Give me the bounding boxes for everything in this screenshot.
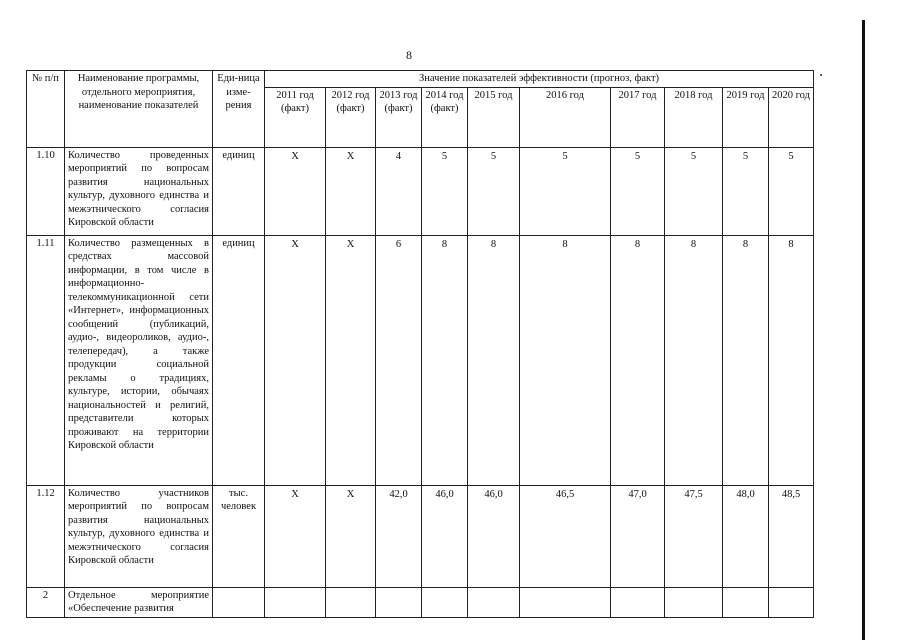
- header-year: 2020 год: [769, 87, 814, 147]
- row-value: 8: [723, 235, 769, 485]
- row-value: 5: [422, 147, 468, 235]
- table-row: [27, 147, 814, 235]
- header-year: 2011 год (факт): [265, 87, 326, 147]
- row-value: Х: [265, 235, 326, 485]
- page-number: 8: [406, 48, 412, 62]
- header-year: 2016 год: [520, 87, 611, 147]
- row-value: 48,5: [769, 485, 814, 587]
- scan-edge-line: [862, 20, 865, 640]
- row-name: Количество участников мероприятий по вопросам развития национальных культур, духовного единства и межэтнического согласия Кировской области: [65, 485, 213, 587]
- row-value: 8: [468, 235, 520, 485]
- row-name: Количество размещенных в средствах массовой информации, в том числе в информационно-телекоммуникационной сети «Интернет», информационных сообщений (публикаций, аудио-, видеороликов, аудио-, телепередач), а также продукции социальной рекламы о традициях, культуре, истории, обычаях национальностей и религий, представители которых проживают на территории Кировской области: [65, 235, 213, 485]
- row-value: 42,0: [376, 485, 422, 587]
- header-year: 2018 год: [665, 87, 723, 147]
- row-unit: тыс. человек: [213, 485, 265, 587]
- row-value: Х: [326, 235, 376, 485]
- table-row: [27, 485, 814, 587]
- row-value: 6: [376, 235, 422, 485]
- row-value: [326, 587, 376, 617]
- header-group: Значение показателей эффективности (прогноз, факт): [265, 71, 814, 88]
- header-year: 2015 год: [468, 87, 520, 147]
- header-year: 2014 год (факт): [422, 87, 468, 147]
- row-value: 8: [665, 235, 723, 485]
- row-unit: единиц: [213, 147, 265, 235]
- row-num: 1.10: [27, 147, 65, 235]
- row-value: [769, 587, 814, 617]
- row-value: 5: [769, 147, 814, 235]
- row-value: [611, 587, 665, 617]
- row-value: 4: [376, 147, 422, 235]
- table-row: [27, 587, 814, 617]
- row-value: 5: [723, 147, 769, 235]
- row-name: Количество проведенных мероприятий по вопросам развития национальных культур, духовного единства и межэтнического согласия Кировской области: [65, 147, 213, 235]
- indicator-table: [26, 70, 814, 618]
- row-value: [376, 587, 422, 617]
- row-value: 46,0: [468, 485, 520, 587]
- row-value: Х: [265, 147, 326, 235]
- row-value: 5: [665, 147, 723, 235]
- row-value: 47,5: [665, 485, 723, 587]
- row-value: 8: [520, 235, 611, 485]
- row-unit: [213, 587, 265, 617]
- row-value: 5: [611, 147, 665, 235]
- row-value: 47,0: [611, 485, 665, 587]
- row-value: 8: [611, 235, 665, 485]
- header-year: 2012 год (факт): [326, 87, 376, 147]
- row-num: 1.11: [27, 235, 65, 485]
- row-value: [665, 587, 723, 617]
- row-value: 8: [422, 235, 468, 485]
- row-value: 5: [520, 147, 611, 235]
- row-num: 2: [27, 587, 65, 617]
- row-num: 1.12: [27, 485, 65, 587]
- table-row: [27, 235, 814, 485]
- header-year: 2017 год: [611, 87, 665, 147]
- header-unit: Еди-ница изме-рения: [213, 71, 265, 148]
- row-value: 8: [769, 235, 814, 485]
- row-value: Х: [326, 147, 376, 235]
- row-value: 46,5: [520, 485, 611, 587]
- header-year: 2019 год: [723, 87, 769, 147]
- row-value: [723, 587, 769, 617]
- row-value: Х: [265, 485, 326, 587]
- row-value: 5: [468, 147, 520, 235]
- header-num: № п/п: [27, 71, 65, 148]
- row-value: 46,0: [422, 485, 468, 587]
- scan-speck: [820, 74, 822, 76]
- row-value: [520, 587, 611, 617]
- header-name: Наименование программы, отдельного мероприятия, наименование показателей: [65, 71, 213, 148]
- row-value: [468, 587, 520, 617]
- row-value: [422, 587, 468, 617]
- row-unit: единиц: [213, 235, 265, 485]
- row-value: 48,0: [723, 485, 769, 587]
- row-name: Отдельное мероприятие «Обеспечение развития: [65, 587, 213, 617]
- row-value: [265, 587, 326, 617]
- row-value: Х: [326, 485, 376, 587]
- header-year: 2013 год (факт): [376, 87, 422, 147]
